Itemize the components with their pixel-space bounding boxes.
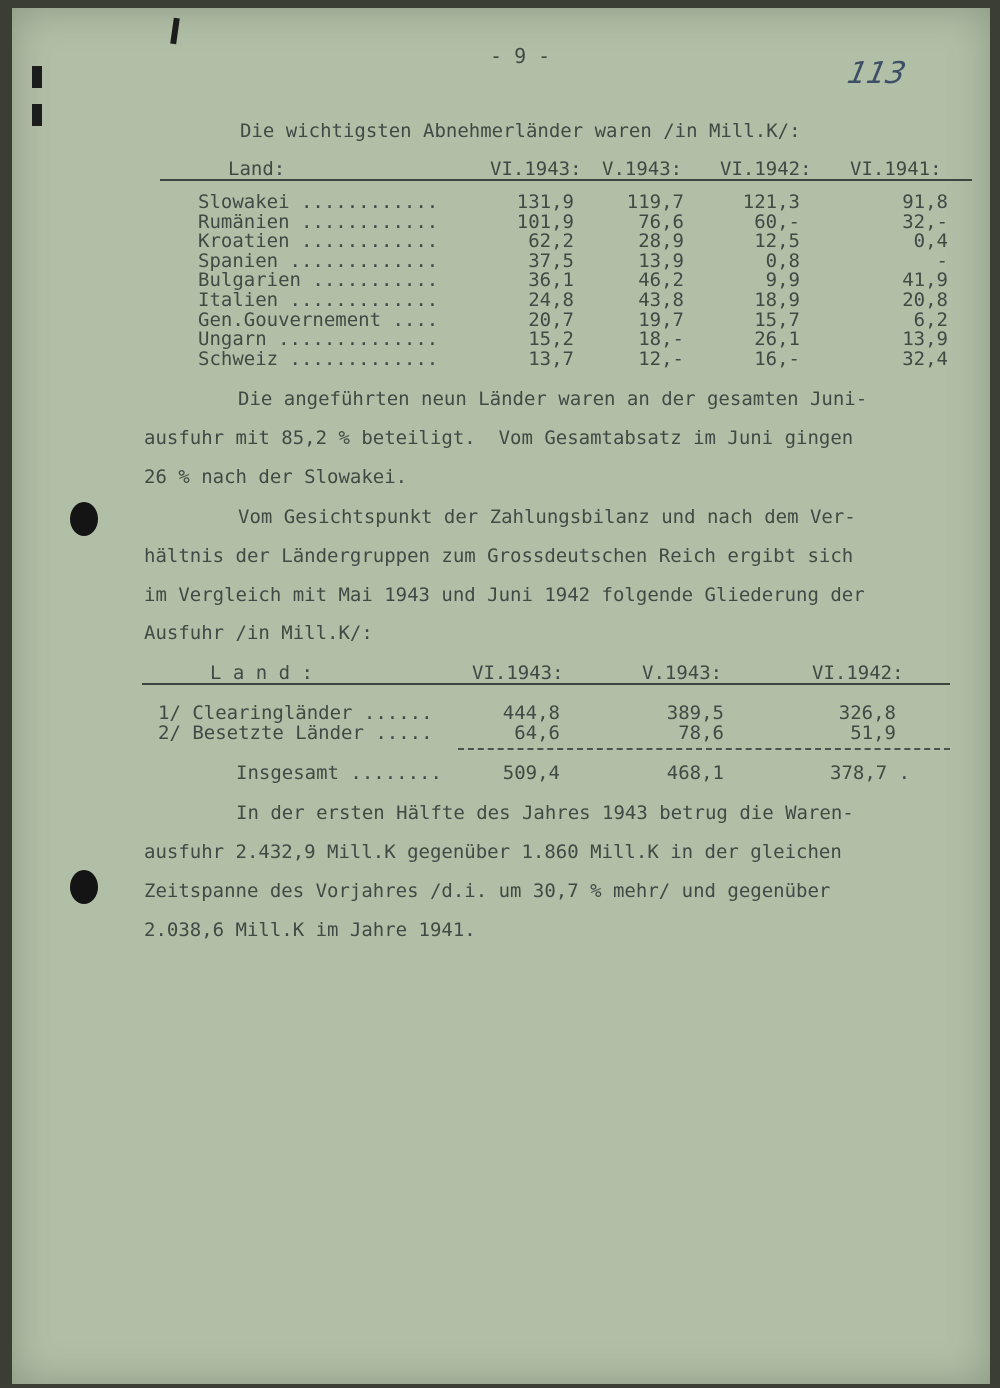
paragraph2-line3: im Vergleich mit Mai 1943 und Juni 1942 folgende Gliederung der [144,584,865,606]
table1-row-value-col4: 91,8 [902,191,948,213]
paragraph1-line2: ausfuhr mit 85,2 % beteiligt. Vom Gesamtabsatz im Juni gingen [144,427,854,449]
table1-row-land: Bulgarien ........... [198,269,439,292]
paragraph1-line1: Die angeführten neun Länder waren an der gesamten Juni- [238,388,868,410]
table2-total-rule [458,748,950,750]
table1-row-value-col4: 13,9 [902,328,948,351]
table2-total-land: Insgesamt ........ [236,762,442,784]
table1-row-value-col3: 9,9 [765,269,800,292]
paragraph2-line4: Ausfuhr /in Mill.K/: [144,622,373,644]
table1-row-value-col3: 12,5 [754,230,800,253]
table1-row-land: Gen.Gouvernement .... [198,308,439,331]
binder-mark-left-1 [32,66,42,88]
table1-row-value-col3: 26,1 [754,328,800,351]
punch-hole-top [70,502,98,536]
table1-row-land: Slowakei ............ [198,191,439,213]
table1-header-land: Land: [228,158,286,180]
table1-row-land: Schweiz ............. [198,347,439,370]
table1-row-value-col4: 41,9 [902,269,948,292]
table1-row-value-col1: 37,5 [528,249,574,272]
table1-row-value-col2: 13,9 [638,249,684,272]
table2-row2-land: 2/ Besetzte Länder ..... [158,722,433,744]
table1-title: Die wichtigsten Abnehmerländer waren /in Mill.K/: [240,120,801,142]
table1-header-col1: VI.1943: [490,158,582,180]
table1-row-value-col2: 76,6 [638,210,684,233]
table1-row-land: Spanien ............. [198,249,439,272]
table2-header-col2: V.1943: [642,662,723,684]
table2-row2-col1: 64,6 [514,722,560,744]
table1-row-value-col4: 0,4 [913,230,948,253]
table1-row-value-col3: 0,8 [765,249,800,272]
table1-row-value-col3: 15,7 [754,308,800,331]
paragraph3-line4: 2.038,6 Mill.K im Jahre 1941. [144,919,476,941]
table1-row-value-col1: 62,2 [528,230,574,253]
table2-total-col2: 468,1 [666,762,724,784]
table1-row-land: Ungarn .............. [198,328,439,351]
paragraph3-line1: In der ersten Hälfte des Jahres 1943 betrug die Waren- [236,802,854,824]
table1-row-value-col2: 46,2 [638,269,684,292]
paragraph2-line1: Vom Gesichtspunkt der Zahlungsbilanz und nach dem Ver- [238,506,856,528]
table1-row-value-col4: 32,4 [902,347,948,370]
table1-row-value-col2: 19,7 [638,308,684,331]
paragraph3-line2: ausfuhr 2.432,9 Mill.K gegenüber 1.860 Mill.K in der gleichen [144,841,842,863]
table1-row-value-col4: - [936,249,948,272]
table2-row1-land: 1/ Clearingländer ...... [158,702,433,724]
punch-hole-bottom [70,870,98,904]
table1-header-rule [160,179,972,181]
table1-row-value-col4: 32,- [902,210,948,233]
table1-row-value-col3: 16,- [754,347,800,370]
table1-header-col3: VI.1942: [720,158,812,180]
table2-header-rule [142,683,950,685]
table1-row-value-col2: 43,8 [638,289,684,311]
table1-row-value-col1: 101,9 [516,210,574,233]
binder-mark-left-2 [32,104,42,126]
table1-row-land: Italien ............. [198,289,439,311]
table2-row1-col2: 389,5 [666,702,724,724]
table1-row-value-col1: 24,8 [528,289,574,311]
table2-header-land: L a n d : [210,662,313,684]
handwritten-annotation: 113 [844,56,909,91]
table2-row2-col3: 51,9 [850,722,896,744]
table1-row-value-col3: 18,9 [754,289,800,311]
table1-header-col2: V.1943: [602,158,683,180]
paragraph2-line2: hältnis der Ländergruppen zum Grossdeutschen Reich ergibt sich [144,545,854,567]
document-page [12,8,990,1384]
table1-row-value-col3: 121,3 [742,191,800,213]
table1-row-value-col1: 15,2 [528,328,574,351]
table1-row-value-col1: 20,7 [528,308,574,331]
table2-total-col3: 378,7 . [830,762,911,784]
table1-row-value-col1: 36,1 [528,269,574,292]
table1-row-value-col4: 6,2 [913,308,948,331]
page-number: - 9 - [490,44,551,68]
table2-row1-col3: 326,8 [838,702,896,724]
table2-total-col1: 509,4 [502,762,560,784]
table1-row-value-col2: 119,7 [626,191,684,213]
table1-row-value-col3: 60,- [754,210,800,233]
table1-row-land: Rumänien ............ [198,210,439,233]
paragraph3-line3: Zeitspanne des Vorjahres /d.i. um 30,7 % mehr/ und gegenüber [144,880,831,902]
table2-row2-col2: 78,6 [678,722,724,744]
table1-row-value-col2: 18,- [638,328,684,351]
table2-row1-col1: 444,8 [502,702,560,724]
table2-header-col3: VI.1942: [812,662,904,684]
paragraph1-line3: 26 % nach der Slowakei. [144,466,408,488]
table1-row-value-col2: 12,- [638,347,684,370]
table1-row-value-col2: 28,9 [638,230,684,253]
table1-header-col4: VI.1941: [850,158,942,180]
table1-row-value-col1: 13,7 [528,347,574,370]
table1-row-value-col4: 20,8 [902,289,948,311]
table2-header-col1: VI.1943: [472,662,564,684]
binder-mark-top [170,18,180,45]
table1-row-value-col1: 131,9 [516,191,574,213]
table1-row-land: Kroatien ............ [198,230,439,253]
